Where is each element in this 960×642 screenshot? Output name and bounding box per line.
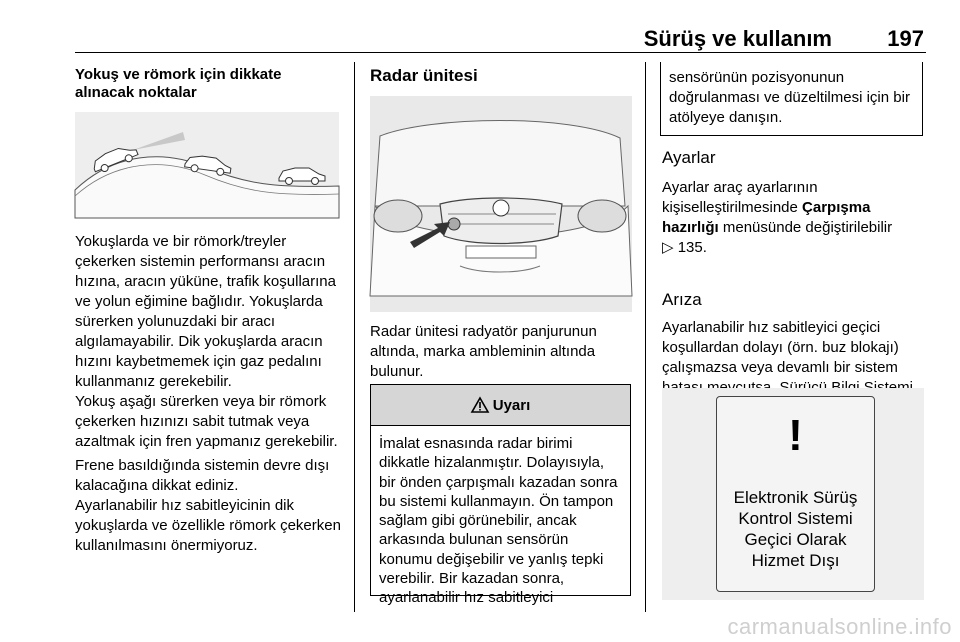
column-divider-1 <box>354 62 355 612</box>
fault-text: Ayarlanabilir hız sabitleyici geçici koşullardan dolayı (örn. buz blokajı) çalışmazsa veya devamlı bir sistem <box>662 319 899 376</box>
paragraph: Frene basıldığında sistemin devre dışı kalacağına dikkat ediniz. <box>75 457 330 494</box>
column-divider-2 <box>645 62 646 612</box>
radar-location-text: Radar ünitesi radyatör panjurunun altında, marka ambleminin altında bulunur. <box>370 323 597 380</box>
section-title-settings: Ayarlar <box>662 148 716 167</box>
figure-radar-location <box>370 96 632 312</box>
section-title-hills-trailer: Yokuş ve römork için dikkate alınacak noktalar <box>75 66 282 101</box>
page-reference-icon: ▷ <box>662 239 674 256</box>
warning-box <box>370 384 631 607</box>
column-1-body <box>75 232 343 556</box>
warning-text: İmalat esnasında radar birimi dikkatle hizalanmıştır. Dolayısıyla, bir önden çarpışmalı kazadan sonra bu sistemi kullanmayın. Ön tampon sağlam gibi görünebilir, ancak arkasında bulunan sensörün konumu değişebilir ve yanlış tepki verebilir. Bir kazadan sonra, ayarlanabilir hız sabitleyici <box>379 435 618 607</box>
paragraph: Yokuş aşağı sürerken veya bir römork çekerken hızınızı sabit tutmak veya azaltmak için fren yapmanız gerekebilir. <box>75 393 338 450</box>
exclamation-icon: ! <box>788 411 803 460</box>
page-number: 197 <box>887 26 924 51</box>
display-line: Geçici Olarak <box>744 530 847 549</box>
paragraph: Ayarlanabilir hız sabitleyicinin dik yokuşlarda ve özellikle römork çekerken kullanılmasını önermiyoruz. <box>75 497 341 554</box>
figure-cars-on-hill <box>75 112 339 218</box>
warning-box-continued: sensörünün pozisyonunun doğrulanması ve düzeltilmesi için bir atölyeye danışın. <box>660 62 923 136</box>
display-line: Hizmet Dışı <box>751 551 840 570</box>
warning-header <box>371 385 630 426</box>
warning-triangle-icon <box>471 397 489 413</box>
display-line: Kontrol Sistemi <box>738 509 853 528</box>
settings-text-post: menüsünde değiştirilebilir <box>722 219 893 236</box>
watermark: carmanualsonline.info <box>727 614 952 639</box>
settings-menu-name: Çarpışma hazırlığı <box>662 199 871 236</box>
warning-label: Uyarı <box>492 396 531 414</box>
settings-text <box>662 178 924 258</box>
running-header-title: Sürüş ve kullanım <box>643 26 832 51</box>
header-rule <box>75 52 926 53</box>
section-title-fault: Arıza <box>662 290 702 309</box>
section-title-radar-unit: Radar ünitesi <box>370 66 478 85</box>
display-message <box>717 487 874 571</box>
driver-info-display <box>716 396 875 592</box>
settings-page-reference: 135. <box>677 239 707 256</box>
display-line: Elektronik Sürüş <box>733 488 858 507</box>
settings-text-pre: Ayarlar araç ayarlarının kişiselleştirilmesinde <box>662 179 818 216</box>
paragraph: Yokuşlarda ve bir römork/treyler çekerken sistemin performansı aracın hızına, aracın yüküne, trafik koşullarına ve yolun eğimine bağlıdır. Yokuşlarda sürerken yolunuzdaki bir aracı algılamayabilir. Dik yokuşlarda aracın hızını kaybetmemek için gaz pedalını kullanmanız gerekebilir. <box>75 233 336 390</box>
